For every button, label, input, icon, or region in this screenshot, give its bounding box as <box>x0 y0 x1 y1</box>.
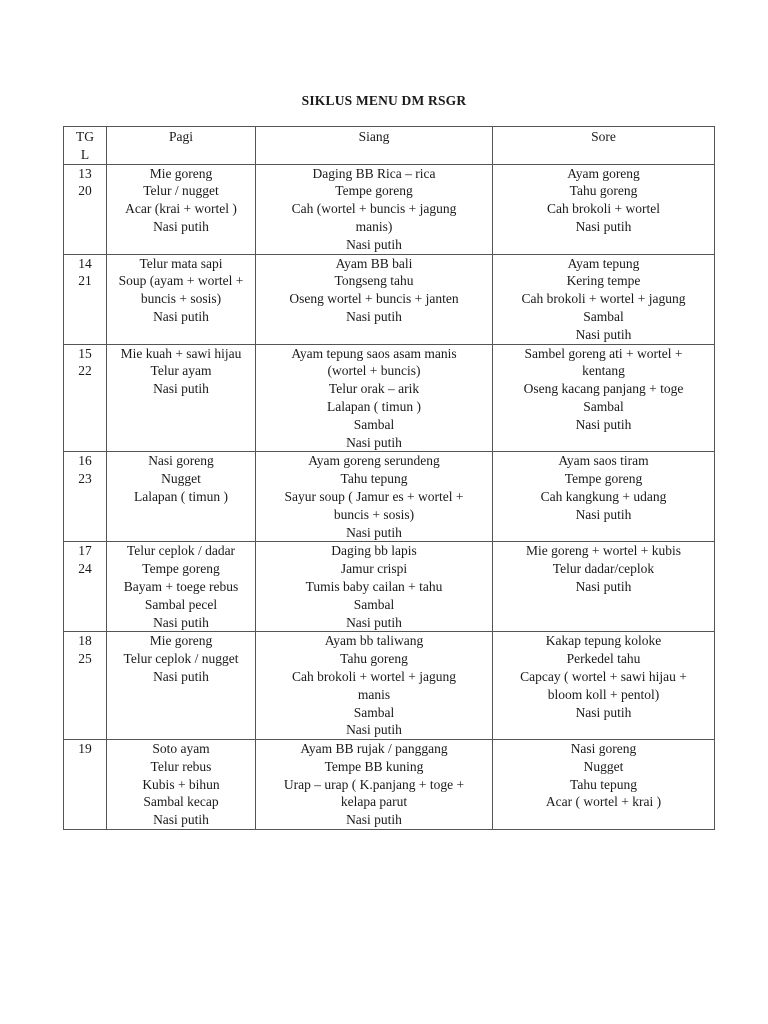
date-cell-line: 14 <box>78 255 92 271</box>
sore-cell-line: Ayam tepung <box>567 255 640 271</box>
siang-cell <box>256 452 493 542</box>
pagi-cell <box>107 164 256 254</box>
siang-cell-line: Jamur crispi <box>340 561 408 577</box>
siang-cell-line: Sayur soup ( Jamur es + wortel + <box>284 488 464 504</box>
siang-cell-line: buncis + sosis) <box>333 506 415 522</box>
pagi-cell-line: Telur mata sapi <box>139 255 223 271</box>
sore-cell-line: Mie goreng + wortel + kubis <box>525 543 682 559</box>
siang-cell-line: Nasi putih <box>346 434 402 450</box>
siang-cell-line: Lalapan ( timun ) <box>326 398 422 414</box>
table-row <box>64 542 715 632</box>
sore-cell-line: Cah brokoli + wortel <box>547 201 660 217</box>
table-row <box>64 740 715 830</box>
sore-cell-line: Cah kangkung + udang <box>540 488 667 504</box>
pagi-cell <box>107 452 256 542</box>
siang-cell-line: Sambal <box>353 596 395 612</box>
siang-cell-line: Tongseng tahu <box>334 273 414 289</box>
pagi-cell-line: Mie kuah + sawi hijau <box>120 345 242 361</box>
page-title: SIKLUS MENU DM RSGR <box>301 93 467 108</box>
siang-cell-line: Tumis baby cailan + tahu <box>305 578 443 594</box>
siang-cell-line: Ayam bb taliwang <box>324 633 424 649</box>
table-row <box>64 164 715 254</box>
table-row <box>64 254 715 344</box>
sore-cell-line: Cah brokoli + wortel + jagung <box>521 291 686 307</box>
pagi-cell <box>107 740 256 830</box>
pagi-cell-line: Telur rebus <box>150 758 212 774</box>
pagi-cell-line: Telur ceplok / nugget <box>123 651 239 667</box>
pagi-cell <box>107 344 256 452</box>
date-cell-line: 18 <box>78 633 92 649</box>
sore-cell <box>493 632 715 740</box>
date-cell-line: 21 <box>78 273 92 289</box>
menu-cycle-table <box>63 126 715 830</box>
pagi-cell-line: Lalapan ( timun ) <box>133 488 229 504</box>
pagi-cell-line: Telur ceplok / dadar <box>126 543 236 559</box>
date-cell-line: 17 <box>78 543 92 559</box>
siang-cell-line: Telur orak – arik <box>328 381 420 397</box>
siang-cell-line: Tempe goreng <box>335 183 413 199</box>
pagi-cell-line: Tempe goreng <box>142 561 220 577</box>
siang-cell-line: Nasi putih <box>346 722 402 738</box>
sore-cell-line: Nasi putih <box>575 416 632 432</box>
siang-cell-line: Tahu goreng <box>340 651 408 667</box>
sore-cell-line: Sambal <box>583 398 624 414</box>
date-cell-line: 15 <box>78 345 92 361</box>
siang-cell <box>256 740 493 830</box>
pagi-cell-line: Nasi goreng <box>148 453 214 469</box>
sore-cell-line: Tempe goreng <box>564 471 643 487</box>
sore-cell <box>493 164 715 254</box>
date-cell-line: 19 <box>78 741 92 757</box>
sore-cell-line: Nasi putih <box>575 218 632 234</box>
pagi-cell-line: Kubis + bihun <box>142 776 220 792</box>
pagi-cell-line: Telur / nugget <box>143 183 219 199</box>
pagi-cell-line: Nasi putih <box>153 668 209 684</box>
siang-cell <box>256 542 493 632</box>
table-row <box>64 344 715 452</box>
date-cell <box>64 542 107 632</box>
header-pagi: Pagi <box>107 127 256 165</box>
pagi-cell-line: Nasi putih <box>153 614 209 630</box>
date-cell-line: 24 <box>78 561 92 577</box>
siang-cell-line: Ayam goreng serundeng <box>308 453 440 469</box>
sore-cell <box>493 740 715 830</box>
pagi-cell-line: Acar (krai + wortel ) <box>125 201 237 217</box>
pagi-cell-line: Nasi putih <box>153 812 209 828</box>
siang-cell-line: Tahu tepung <box>340 471 408 487</box>
date-cell <box>64 632 107 740</box>
table-header-row <box>64 127 715 165</box>
date-cell-line: 23 <box>78 471 92 487</box>
pagi-cell-line: Mie goreng <box>149 633 213 649</box>
siang-cell-line: Nasi putih <box>346 236 402 252</box>
sore-cell-line: Telur dadar/ceplok <box>552 561 655 577</box>
siang-cell-line: Nasi putih <box>346 308 402 324</box>
pagi-cell-line: Nasi putih <box>153 381 209 397</box>
sore-cell-line: Capcay ( wortel + sawi hijau + <box>520 668 687 684</box>
pagi-cell-line: Soup (ayam + wortel + <box>118 273 244 289</box>
siang-cell-line: Urap – urap ( K.panjang + toge + <box>283 776 465 792</box>
siang-cell-line: Cah (wortel + buncis + jagung <box>291 201 457 217</box>
pagi-cell-line: Bayam + toege rebus <box>123 578 239 594</box>
siang-cell-line: Oseng wortel + buncis + janten <box>289 291 459 307</box>
pagi-cell <box>107 254 256 344</box>
date-cell-line: 13 <box>78 165 92 181</box>
pagi-cell-line: Nasi putih <box>153 308 209 324</box>
sore-cell-line: Oseng kacang panjang + toge <box>523 381 684 397</box>
sore-cell-line: Perkedel tahu <box>566 651 641 667</box>
pagi-cell-line: Nasi putih <box>153 218 209 234</box>
date-cell <box>64 164 107 254</box>
sore-cell-line: Kering tempe <box>566 273 641 289</box>
sore-cell-line: Tahu goreng <box>569 183 638 199</box>
pagi-cell-line: Mie goreng <box>149 165 213 181</box>
siang-cell-line: kelapa parut <box>340 794 408 810</box>
sore-cell-line: Nasi putih <box>575 578 632 594</box>
siang-cell-line: Ayam BB bali <box>335 255 413 271</box>
sore-cell-line: Tahu tepung <box>570 776 637 792</box>
siang-cell <box>256 164 493 254</box>
sore-cell-line: Kakap tepung koloke <box>545 633 662 649</box>
date-cell <box>64 254 107 344</box>
siang-cell-line: Daging BB Rica – rica <box>312 165 436 181</box>
header-sore: Sore <box>493 127 715 165</box>
siang-cell-line: Nasi putih <box>346 614 402 630</box>
pagi-cell <box>107 542 256 632</box>
siang-cell-line: (wortel + buncis) <box>327 363 421 379</box>
sore-cell <box>493 542 715 632</box>
header-date <box>64 127 107 165</box>
siang-cell-line: Tempe BB kuning <box>324 758 424 774</box>
siang-cell-line: Cah brokoli + wortel + jagung <box>291 668 457 684</box>
header-siang: Siang <box>256 127 493 165</box>
siang-cell-line: Nasi putih <box>346 524 402 540</box>
sore-cell-line: Acar ( wortel + krai ) <box>545 794 662 810</box>
date-cell <box>64 740 107 830</box>
siang-cell-line: Ayam BB rujak / panggang <box>300 741 448 757</box>
siang-cell-line: Sambal <box>353 704 395 720</box>
sore-cell <box>493 344 715 452</box>
sore-cell-line: Ayam saos tiram <box>558 453 649 469</box>
sore-cell-line: Sambel goreng ati + wortel + <box>524 345 683 361</box>
pagi-cell-line: Sambal pecel <box>144 596 218 612</box>
date-cell-line: 20 <box>78 183 92 199</box>
sore-cell <box>493 452 715 542</box>
siang-cell-line: Sambal <box>353 416 395 432</box>
siang-cell-line: manis <box>357 686 391 702</box>
table-body <box>64 164 715 829</box>
date-cell-line: 16 <box>78 453 92 469</box>
siang-cell <box>256 632 493 740</box>
pagi-cell-line: Telur ayam <box>150 363 212 379</box>
sore-cell-line: Ayam goreng <box>567 165 640 181</box>
sore-cell <box>493 254 715 344</box>
date-cell-line: 22 <box>78 363 92 379</box>
table-row <box>64 452 715 542</box>
pagi-cell <box>107 632 256 740</box>
header-date-line: TG <box>76 129 94 144</box>
pagi-cell-line: Soto ayam <box>152 741 210 757</box>
date-cell <box>64 344 107 452</box>
siang-cell-line: Daging bb lapis <box>331 543 417 559</box>
sore-cell-line: Nasi putih <box>575 506 632 522</box>
sore-cell-line: Nugget <box>583 758 624 774</box>
sore-cell-line: Nasi putih <box>575 704 632 720</box>
siang-cell-line: Ayam tepung saos asam manis <box>291 345 457 361</box>
sore-cell-line: Nasi goreng <box>570 741 637 757</box>
header-date-line: L <box>80 146 90 162</box>
sore-cell-line: bloom koll + pentol) <box>547 686 660 702</box>
table-row <box>64 632 715 740</box>
pagi-cell-line: Nugget <box>161 471 201 487</box>
sore-cell-line: kentang <box>582 363 625 379</box>
date-cell-line: 25 <box>78 651 92 667</box>
pagi-cell-line: Sambal kecap <box>143 794 219 810</box>
date-cell <box>64 452 107 542</box>
sore-cell-line: Nasi putih <box>575 326 632 342</box>
sore-cell-line: Sambal <box>583 308 624 324</box>
siang-cell <box>256 254 493 344</box>
pagi-cell-line: buncis + sosis) <box>140 291 222 307</box>
siang-cell <box>256 344 493 452</box>
siang-cell-line: manis) <box>355 218 393 234</box>
siang-cell-line: Nasi putih <box>346 812 402 828</box>
